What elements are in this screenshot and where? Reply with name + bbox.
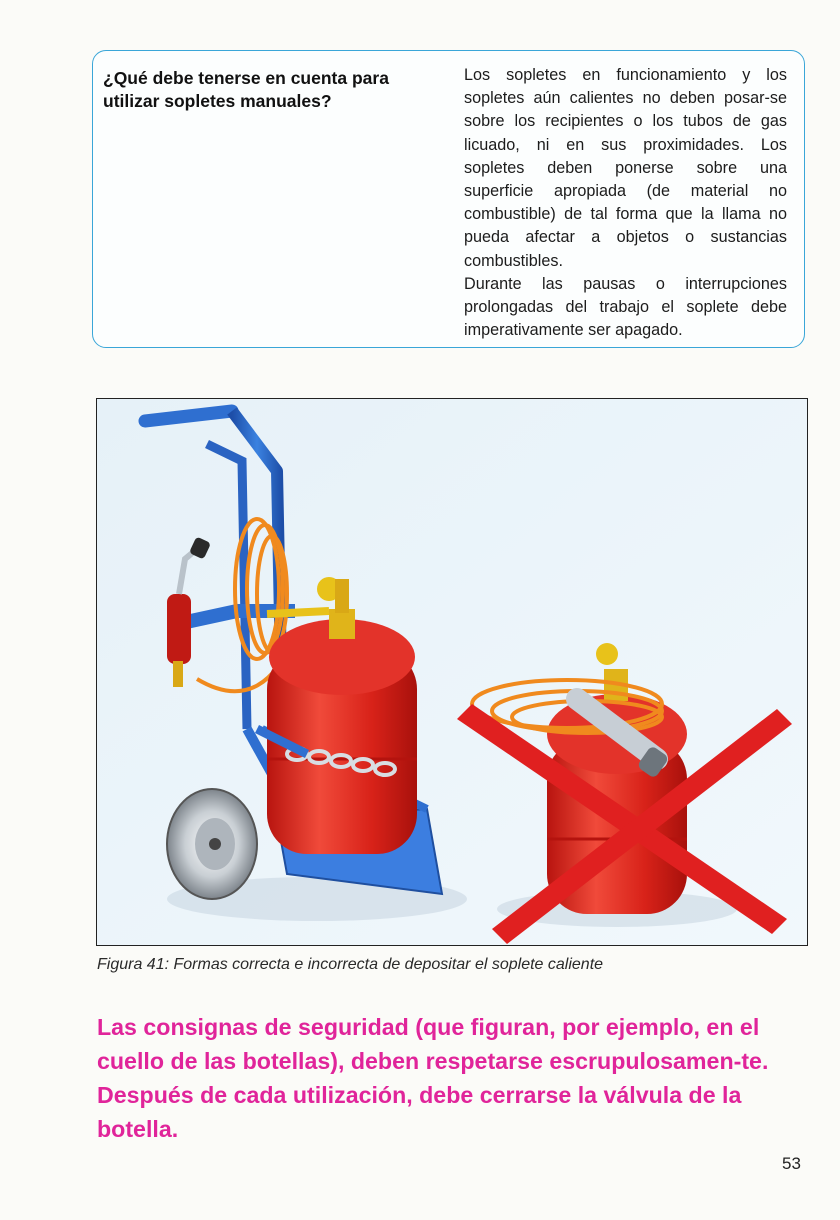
info-box-answer: [464, 64, 787, 342]
page-number: 53: [782, 1154, 801, 1173]
answer-paragraph-1: Los sopletes en funcionamiento y los sopletes aún calientes no deben posar-se sobre los recipientes o los tubos de gas licuado, ni en sus proximidades. Los sopletes deben ponerse sobre una superficie apropiada (de material no combustible) de tal forma que la llama no pueda afectar a objetos o sustancias combustibles.: [464, 66, 787, 270]
cart-wheel: [167, 789, 257, 899]
figure-caption: Figura 41: Formas correcta e incorrecta de depositar el soplete caliente: [97, 956, 604, 973]
safety-note: Las consignas de seguridad (que figuran, por ejemplo, en el cuello de las botellas), deben respetarse escrupulosamen-te. Después de cada utilización, debe cerrarse la válvula de la botella.: [97, 1014, 769, 1142]
figure-41-illustration: [96, 398, 808, 946]
info-box-question: ¿Qué debe tenerse en cuenta para utilizar sopletes manuales?: [103, 68, 389, 111]
answer-paragraph-2: Durante las pausas o interrupciones prolongadas del trabajo el soplete debe imperativamente ser apagado.: [464, 274, 787, 340]
gas-bottle-illustration: [97, 399, 807, 945]
